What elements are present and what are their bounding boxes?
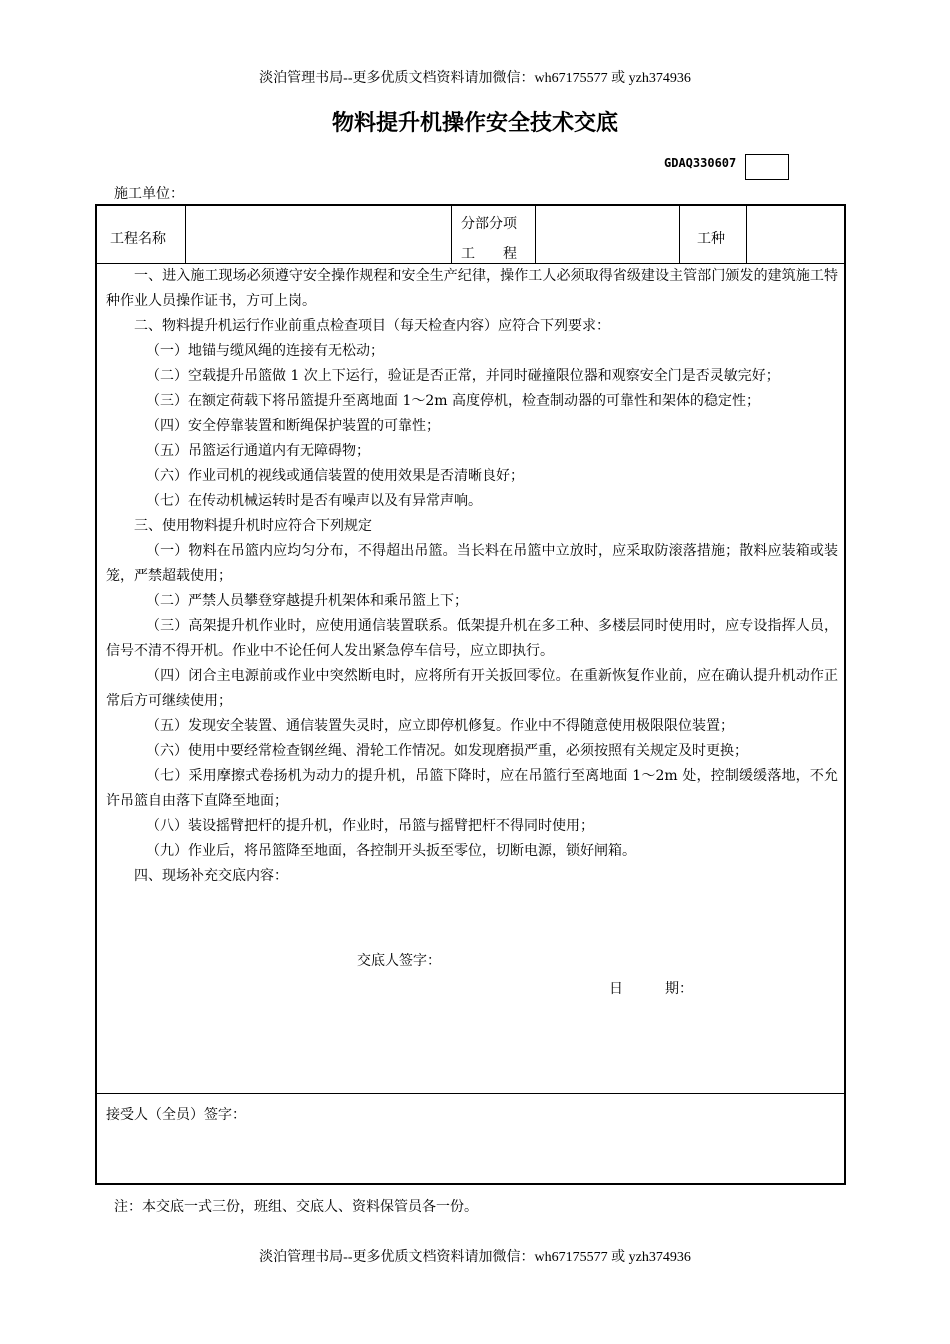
work-type-field[interactable]	[750, 208, 842, 260]
content-paragraph: （五）吊篮运行通道内有无障碍物；	[146, 443, 370, 459]
content-paragraph: （九）作业后，将吊篮降至地面，各控制开头扳至零位，切断电源，锁好闸箱。	[146, 843, 636, 859]
construction-unit-label: 施工单位：	[114, 186, 184, 202]
content-paragraph: （六）使用中要经常检查钢丝绳、滑轮工作情况。如发现磨损严重，必须按照有关规定及时更换；	[146, 743, 748, 759]
date-field[interactable]	[700, 973, 830, 997]
content-paragraph: （一）物料在吊篮内应均匀分布，不得超出吊篮。当长料在吊篮中立放时，应采取防滚落措施；散料应装箱或装笼，严禁超载使用；	[106, 543, 838, 584]
project-name-label: 工程名称	[110, 231, 166, 247]
document-title: 物料提升机操作安全技术交底	[331, 111, 618, 136]
content-paragraph: （四）安全停靠装置和断绳保护装置的可靠性；	[146, 418, 440, 434]
content-paragraph: 一、进入施工现场必须遵守安全操作规程和安全生产纪律，操作工人必须取得省级建设主管部门颁发的建筑施工特种作业人员操作证书，方可上岗。	[106, 268, 838, 309]
content-paragraph: （三）高架提升机作业时，应使用通信装置联系。低架提升机在多工种、多楼层同时使用时，应专设指挥人员，信号不清不得开机。作业中不论任何人发出紧急停车信号，应立即执行。	[106, 618, 838, 659]
content-paragraph: （四）闭合主电源前或作业中突然断电时，应将所有开关扳回零位。在重新恢复作业前，应在确认提升机动作正常后方可继续使用；	[106, 668, 838, 709]
col-divider-3	[535, 205, 536, 263]
subdivision-field[interactable]	[539, 208, 675, 260]
document-number-box[interactable]	[745, 154, 789, 180]
footnote: 注：本交底一式三份，班组、交底人、资料保管员各一份。	[114, 1199, 478, 1215]
receiver-signature-label: 接受人（全员）签字：	[106, 1107, 246, 1123]
header-watermark-text: 淡泊管理书局--更多优质文档资料请加微信：wh67175577 或 yzh374936	[259, 71, 691, 86]
col-divider-2	[451, 205, 452, 263]
col-divider-1	[185, 205, 186, 263]
content-paragraph: （五）发现安全装置、通信装置失灵时，应立即停机修复。作业中不得随意使用极限限位装置；	[146, 718, 734, 734]
content-paragraph: （七）在传动机械运转时是否有噪声以及有异常声响。	[146, 493, 482, 509]
content-paragraph: （二）严禁人员攀登穿越提升机架体和乘吊篮上下；	[146, 593, 468, 609]
content-paragraph: （三）在额定荷载下将吊篮提升至离地面 1～2m 高度停机，检查制动器的可靠性和架体的稳定性；	[146, 393, 760, 409]
content-paragraph: （七）采用摩擦式卷扬机为动力的提升机，吊篮下降时，应在吊篮行至离地面 1～2m 处，控制缓缓落地，不允许吊篮自由落下直降至地面；	[106, 768, 838, 809]
disclosure-content	[106, 264, 838, 889]
content-paragraph: 二、物料提升机运行作业前重点检查项目（每天检查内容）应符合下列要求：	[134, 318, 610, 334]
document-number: GDAQ330607	[664, 156, 737, 170]
content-paragraph: （六）作业司机的视线或通信装置的使用效果是否清晰良好；	[146, 468, 524, 484]
subdivision-label-line2: 工 程	[461, 246, 517, 262]
content-paragraph: 四、现场补充交底内容：	[134, 868, 288, 884]
project-name-field[interactable]	[190, 208, 448, 260]
content-paragraph: （一）地锚与缆风绳的连接有无松动；	[146, 343, 384, 359]
content-paragraph: 三、使用物料提升机时应符合下列规定	[134, 518, 372, 534]
receiver-signature-field[interactable]	[106, 1128, 836, 1178]
date-label: 日 期：	[609, 981, 693, 997]
content-paragraph: （八）装设摇臂把杆的提升机，作业时，吊篮与摇臂把杆不得同时使用；	[146, 818, 594, 834]
content-paragraph: （二）空载提升吊篮做 1 次上下运行，验证是否正常，并同时碰撞限位器和观察安全门是否灵敏完好；	[146, 368, 780, 384]
receiver-row-divider	[96, 1093, 845, 1094]
footer-watermark-text: 淡泊管理书局--更多优质文档资料请加微信：wh67175577 或 yzh374936	[259, 1250, 691, 1265]
discloser-signature-field[interactable]	[447, 945, 647, 969]
subdivision-label-line1: 分部分项	[461, 216, 517, 232]
col-divider-5	[746, 205, 747, 263]
col-divider-4	[679, 205, 680, 263]
discloser-signature-label: 交底人签字：	[357, 953, 441, 969]
work-type-label: 工种	[697, 231, 725, 247]
